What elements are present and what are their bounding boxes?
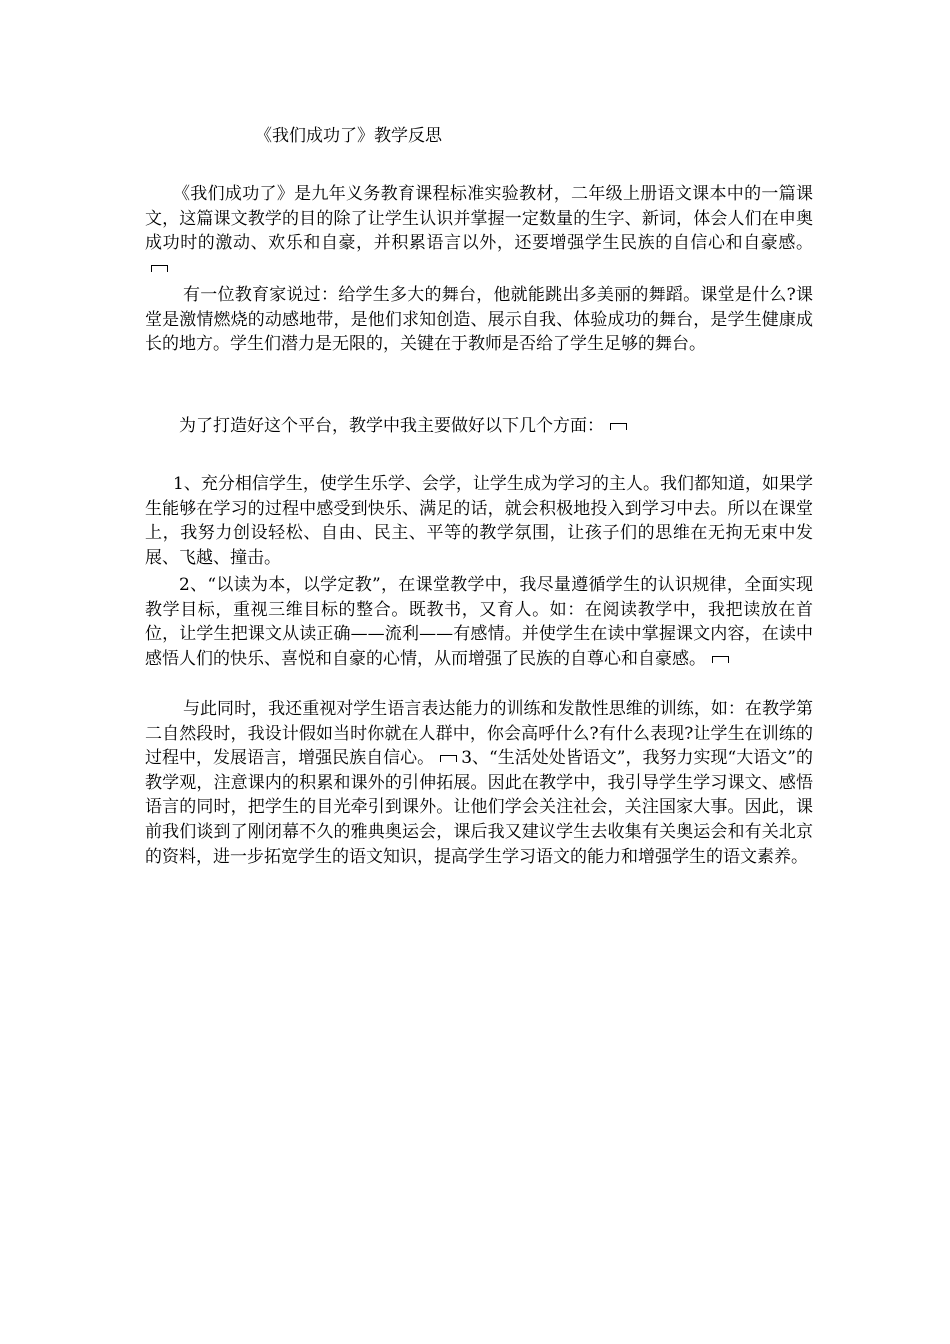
- document-title: 《我们成功了》教学反思: [255, 126, 442, 146]
- paragraph-3: [145, 414, 813, 439]
- paragraph-mark-icon: [440, 755, 457, 762]
- paragraph-6-text: 与此同时，我还重视对学生语言表达能力的训练和发散性思维的训练，如：在教学第二自然段时，我设计假如当时你就在人群中，你会高呼什么?有什么表现?让学生在训练的过程中，发展语言，增强民族自信心。: [145, 699, 813, 769]
- paragraph-3-text: 为了打造好这个平台，教学中我主要做好以下几个方面：: [179, 416, 604, 436]
- paragraph-1: [145, 182, 813, 280]
- paragraph-5-text: 2、“以读为本，以学定教”，在课堂教学中，我尽量遵循学生的认识规律，全面实现教学目标，重视三维目标的整合。既教书，又育人。如：在阅读教学中，我把读放在首位，让学生把课文从读正确——流利——有感情。并使学生在读中掌握课文内容，在读中感悟人们的快乐、喜悦和自豪的心情，从而增强了民族的自尊心和自豪感。: [145, 575, 813, 669]
- paragraph-4: [145, 472, 813, 570]
- paragraph-4-text: 1、充分相信学生，使学生乐学、会学，让学生成为学习的主人。我们都知道，如果学生能够在学习的过程中感受到快乐、满足的话，就会积极地投入到学习中去。所以在课堂上，我努力创设轻松、自由、民主、平等的教学氛围，让孩子们的思维在无拘无束中发展、飞越、撞击。: [145, 474, 813, 568]
- paragraph-6: [145, 697, 813, 869]
- paragraph-mark-icon: [151, 265, 168, 272]
- paragraph-mark-icon: [712, 656, 729, 663]
- paragraph-1-text: 《我们成功了》是九年义务教育课程标准实验教材，二年级上册语文课本中的一篇课文，这篇课文教学的目的除了让学生认识并掌握一定数量的生字、新词，体会人们在申奥成功时的激动、欢乐和自豪，并积累语言以外，还要增强学生民族的自信心和自豪感。: [145, 184, 813, 254]
- paragraph-2: [145, 283, 813, 357]
- paragraph-7-text: 3、“生活处处皆语文”，我努力实现“大语文”的教学观，注意课内的积累和课外的引伸拓展。因此在教学中，我引导学生学习课文、感悟语言的同时，把学生的目光牵引到课外。让他们学会关注社会，关注国家大事。因此，课前我们谈到了刚闭幕不久的雅典奥运会，课后我又建议学生去收集有关奥运会和有关北京的资料，进一步拓宽学生的语文知识，提高学生学习语文的能力和增强学生的语文素养。: [145, 748, 813, 867]
- paragraph-5: [145, 573, 813, 671]
- paragraph-2-text: 有一位教育家说过：给学生多大的舞台，他就能跳出多美丽的舞蹈。课堂是什么?课堂是激情燃烧的动感地带，是他们求知创造、展示自我、体验成功的舞台，是学生健康成长的地方。学生们潜力是无限的，关键在于教师是否给了学生足够的舞台。: [145, 285, 813, 355]
- paragraph-mark-icon: [610, 423, 627, 430]
